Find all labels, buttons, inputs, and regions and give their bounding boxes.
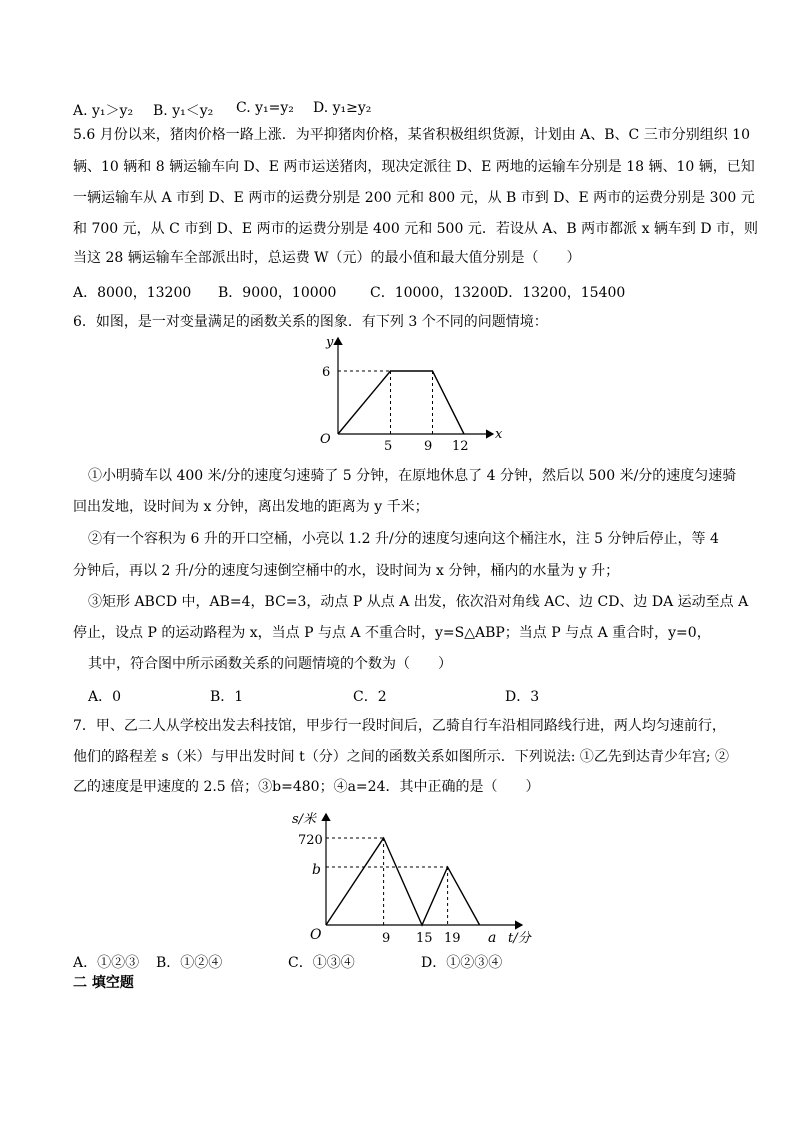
q4-option-c: C. y₁=y₂ bbox=[236, 100, 294, 116]
q6-option-b: B．1 bbox=[210, 689, 244, 705]
q6-stem: 6．如图，是一对变量满足的函数关系的图象．有下列 3 个不同的问题情境： bbox=[73, 314, 548, 330]
q5-option-d: D．13200，15400 bbox=[497, 285, 626, 301]
q7-y-tick-label: b bbox=[312, 862, 321, 878]
q7-x-tick-label: a bbox=[488, 930, 497, 946]
q6-situation-1-cont: 回出发地，设时间为 x 分钟，离出发地的距离为 y 千米； bbox=[73, 499, 429, 515]
q6-option-c: C．2 bbox=[353, 689, 387, 705]
q7-origin-label: O bbox=[310, 927, 322, 943]
q4-option-a: A. y₁＞y₂ bbox=[73, 103, 134, 119]
q7-x-tick-label: 15 bbox=[416, 931, 433, 946]
q5-stem-line: 一辆运输车从 A 市到 D、E 两市的运费分别是 200 元和 800 元，从 B 市到 D、E 两市的运费分别是 300 元 bbox=[73, 190, 755, 206]
q6-x-tick-label: 12 bbox=[452, 439, 469, 454]
q6-situation-3-cont: 停止，设点 P 的运动路程为 x，当点 P 与点 A 不重合时，y=S△ABP；当点 P 与点 A 重合时，y=0， bbox=[73, 625, 711, 641]
q6-question: 其中，符合图中所示函数关系的问题情境的个数为（ ） bbox=[88, 656, 452, 672]
q5-option-a: A．8000，13200 bbox=[73, 285, 192, 301]
q6-situation-3: ③矩形 ABCD 中，AB=4，BC=3，动点 P 从点 A 出发，依次沿对角线 AC、边 CD、边 DA 运动至点 A bbox=[88, 594, 749, 610]
q7-x-axis-label: t/分 bbox=[508, 931, 531, 946]
q7-option-a: A．①②③ bbox=[73, 955, 140, 971]
q4-option-d: D. y₁≥y₂ bbox=[313, 100, 372, 116]
q7-stem-line: 他们的路程差 s（米）与甲出发时间 t（分）之间的函数关系如图所示．下列说法: ①乙先到达青少年宫; ② bbox=[73, 749, 730, 765]
q6-x-axis-label: x bbox=[495, 427, 503, 442]
q6-situation-2: ②有一个容积为 6 升的开口空桶，小亮以 1.2 升/分的速度匀速向这个桶注水，注 5 分钟后停止，等 4 bbox=[88, 531, 719, 547]
q7-x-tick-label: 9 bbox=[382, 931, 391, 946]
q6-function-graph bbox=[310, 330, 510, 455]
q6-y-axis-label: y bbox=[326, 335, 334, 350]
q5-option-c: C．10000，13200 bbox=[370, 285, 498, 301]
q7-option-d: D．①②③④ bbox=[421, 955, 503, 971]
q5-stem-line: 辆、10 辆和 8 辆运输车向 D、E 两市运送猪肉，现决定派往 D、E 两地的运输车分别是 18 辆、10 辆，已知 bbox=[73, 159, 755, 175]
q5-option-b: B．9000，10000 bbox=[218, 285, 337, 301]
q6-series-line bbox=[338, 371, 464, 434]
q7-x-tick-label: 19 bbox=[444, 931, 461, 946]
q6-origin-label: O bbox=[320, 432, 331, 447]
section-heading-fill-in: 二 填空题 bbox=[73, 975, 134, 991]
q5-stem-line: 当这 28 辆运输车全部派出时，总运费 W（元）的最小值和最大值分别是（ ） bbox=[73, 250, 581, 266]
q4-option-b: B. y₁＜y₂ bbox=[153, 103, 214, 119]
q5-stem-line: 和 700 元，从 C 市到 D、E 两市的运费分别是 400 元和 500 元．若设从 A、B 两市都派 x 辆车到 D 市，则 bbox=[73, 221, 759, 237]
q7-function-graph bbox=[290, 808, 540, 948]
q6-x-tick-label: 5 bbox=[384, 439, 393, 454]
q6-option-d: D．3 bbox=[505, 689, 540, 705]
q7-y-axis-label: s/米 bbox=[292, 812, 317, 827]
q6-situation-1: ①小明骑车以 400 米/分的速度匀速骑了 5 分钟，在原地休息了 4 分钟，然后以 500 米/分的速度匀速骑 bbox=[88, 468, 737, 484]
q7-stem-line: 乙的速度是甲速度的 2.5 倍；③b=480；④a=24．其中正确的是（ ） bbox=[73, 779, 540, 795]
q7-y-tick-label: 720 bbox=[298, 833, 323, 848]
q7-series-line bbox=[326, 838, 480, 925]
q6-situation-2-cont: 分钟后，再以 2 升/分的速度匀速倒空桶中的水，设时间为 x 分钟，桶内的水量为 y 升； bbox=[73, 563, 620, 579]
q7-option-c: C．①③④ bbox=[288, 955, 355, 971]
q6-option-a: A．0 bbox=[88, 689, 122, 705]
q5-stem-line: 5.6 月份以来，猪肉价格一路上涨．为平抑猪肉价格，某省积极组织货源，计划由 A、B、C 三市分别组织 10 bbox=[73, 127, 750, 143]
q6-y-tick-label: 6 bbox=[322, 365, 331, 380]
q7-stem-line: 7．甲、乙二人从学校出发去科技馆，甲步行一段时间后，乙骑自行车沿相同路线行进，两人均匀速前行， bbox=[73, 718, 726, 734]
q6-x-tick-label: 9 bbox=[424, 439, 433, 454]
q7-option-b: B．①②④ bbox=[156, 955, 223, 971]
